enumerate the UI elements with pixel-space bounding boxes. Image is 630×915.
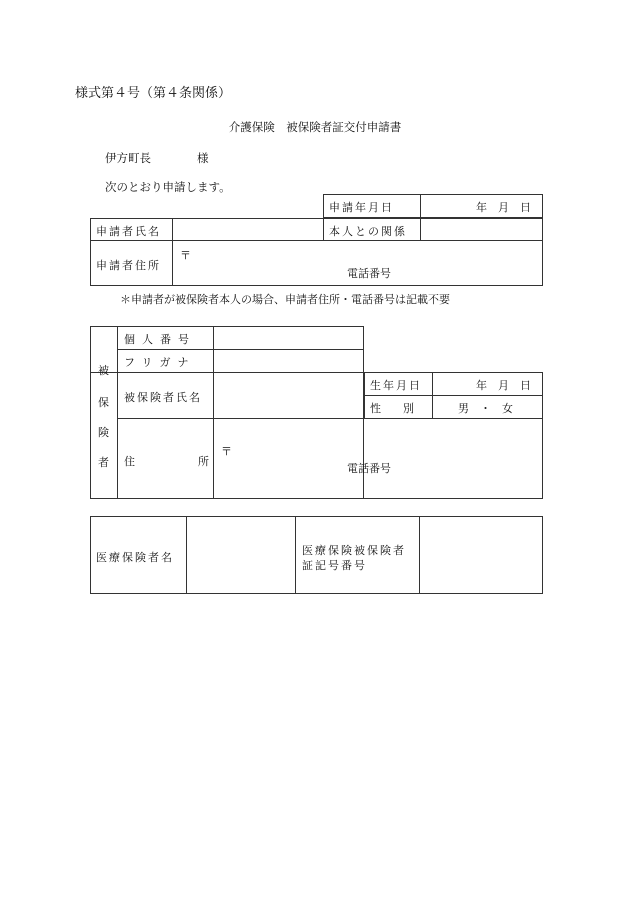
insured-name-field[interactable] — [214, 373, 363, 417]
relation-field[interactable] — [421, 219, 542, 239]
insured-phone-label: 電話番号 — [347, 462, 391, 475]
addressee-honorific: 様 — [197, 151, 209, 165]
insured-name-label: 被保険者氏名 — [124, 391, 202, 404]
applicant-address-label: 申請者住所 — [96, 259, 161, 272]
birth-date-label: 生年月日 — [370, 379, 422, 392]
insured-side-label-3: 険 — [98, 426, 109, 439]
application-date-label: 申請年月日 — [329, 201, 394, 214]
medical-cert-label-line2: 証記号番号 — [302, 559, 367, 572]
intro-text: 次のとおり申請します。 — [105, 180, 231, 194]
personal-number-label: 個人番号 — [124, 333, 196, 346]
gender-label: 性 別 — [370, 402, 414, 415]
insured-side-label-4: 者 — [98, 456, 109, 469]
applicant-address-field[interactable] — [190, 242, 540, 284]
birth-date-field[interactable]: 年 月 日 — [476, 379, 531, 392]
applicant-name-label: 申請者氏名 — [96, 225, 161, 238]
application-date-field[interactable]: 年 月 日 — [476, 201, 531, 214]
form-title: 介護保険 被保険者証交付申請書 — [228, 120, 402, 134]
note-text: ＊申請者が被保険者本人の場合、申請者住所・電話番号は記載不要 — [120, 293, 450, 306]
insured-postal-mark: 〒 — [221, 445, 232, 458]
relation-label: 本人との関係 — [329, 225, 407, 238]
medical-insurer-field[interactable] — [187, 517, 294, 593]
applicant-postal-mark: 〒 — [180, 249, 191, 262]
medical-insurer-label: 医療保険者名 — [96, 551, 174, 564]
insured-side-label-2: 保 — [98, 396, 109, 409]
furigana-label: フリガナ — [124, 356, 196, 369]
medical-cert-label-line1: 医療保険被保険者 — [302, 544, 406, 557]
gender-options[interactable]: 男 ・ 女 — [458, 402, 513, 415]
insured-side-label-1: 被 — [98, 364, 109, 377]
addressee-name: 伊方町長 — [105, 151, 151, 165]
personal-number-field[interactable] — [214, 327, 363, 348]
form-number: 様式第４号（第４条関係） — [75, 86, 232, 101]
insured-address-field[interactable] — [232, 420, 540, 497]
addressee — [105, 150, 209, 166]
furigana-field[interactable] — [214, 350, 363, 371]
medical-cert-field[interactable] — [420, 517, 542, 593]
insured-address-label-left: 住 — [124, 455, 135, 468]
applicant-name-field[interactable] — [173, 219, 322, 239]
insured-address-label-right: 所 — [198, 455, 209, 468]
applicant-phone-label: 電話番号 — [347, 267, 391, 280]
